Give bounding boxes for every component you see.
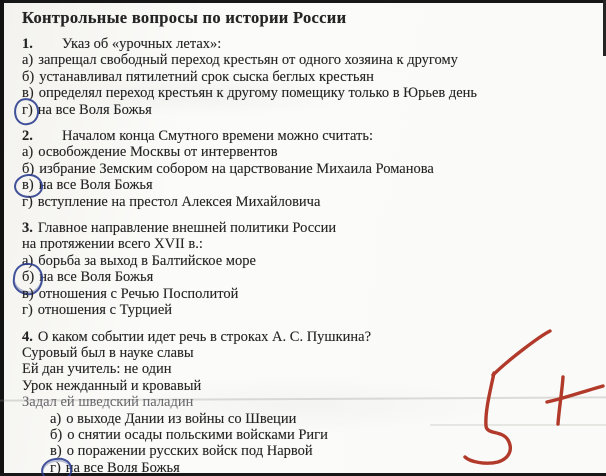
question-number: 2.	[22, 128, 33, 145]
question-3-heading	[22, 220, 598, 236]
question-number: 4.	[22, 328, 33, 345]
option-letter	[50, 460, 61, 476]
grade-mark-5plus	[450, 314, 606, 476]
option-letter: в)	[22, 285, 34, 302]
option-text: о выходе Дании из войны со Швеции	[66, 410, 297, 427]
option-3v	[22, 286, 598, 302]
option-1a	[22, 52, 598, 68]
option-text: на все Воля Божья	[37, 101, 152, 118]
option-3b-selected	[22, 269, 598, 285]
option-letter: г)	[22, 302, 33, 319]
option-letter	[22, 102, 33, 118]
question-number: 3.	[22, 220, 33, 237]
option-letter: в)	[22, 85, 34, 102]
option-letter: б)	[22, 68, 35, 85]
option-text: определял переход крестьян к другому помещику только в Юрьев день	[38, 85, 478, 102]
option-text: на все Воля Божья	[65, 459, 180, 476]
option-letter-text: г)	[50, 459, 61, 476]
option-letter: б)	[50, 426, 63, 443]
question-1-heading	[22, 36, 598, 52]
option-text: вступление на престол Алексея Михайловича	[37, 193, 321, 210]
option-text: запрещал свободный переход крестьян от одного хозяина к другому	[38, 52, 458, 69]
question-3	[22, 220, 598, 318]
option-text: устанавливал пятилетний срок сыска беглых крестьян	[39, 68, 374, 85]
option-text: о поражении русских войск под Нарвой	[66, 443, 313, 460]
question-text: Указ об «урочных летах»:	[62, 36, 222, 52]
option-text: отношения с Турцией	[37, 302, 173, 319]
option-text: о снятии осады польскими войсками Риги	[67, 426, 328, 443]
option-text: отношения с Речью Посполитой	[38, 285, 239, 302]
option-text: на все Воля Божья	[39, 269, 154, 286]
option-text: избрание Земским собором на царствование Михаила Романова	[39, 160, 434, 177]
option-letter: г)	[22, 193, 33, 210]
question-1	[22, 36, 598, 118]
question-text: О каком событии идет речь в строках А. С. Пушкина?	[37, 328, 372, 345]
option-2v-selected	[22, 177, 598, 193]
scan-edge-top	[0, 0, 606, 3]
question-text: Главное направление внешней политики России	[37, 220, 337, 237]
option-letter-text: б)	[22, 269, 35, 286]
poem-line-2: Ей дан учитель: не один	[22, 361, 172, 378]
question-3-heading-line2: на протяжении всего XVII в.:	[22, 236, 203, 253]
poem-line-1: Суровый был в науке славы	[22, 344, 194, 361]
option-letter: а)	[50, 410, 62, 427]
option-letter: а)	[22, 52, 34, 69]
poem-line-3: Урок нежданный и кровавый	[22, 377, 202, 394]
option-letter	[22, 177, 34, 193]
question-text: Началом конца Смутного времени можно считать:	[62, 128, 373, 145]
option-letter: а)	[22, 252, 34, 269]
option-2g	[22, 194, 598, 210]
option-letter-text: в)	[22, 177, 34, 194]
question-2	[22, 128, 598, 210]
question-2-heading	[22, 128, 598, 144]
question-number: 1.	[22, 36, 33, 52]
option-1b	[22, 69, 598, 85]
scan-edge-left	[0, 0, 4, 476]
option-2a	[22, 144, 598, 160]
grade-plus-horizontal-stroke	[547, 386, 603, 402]
option-text: освобождение Москвы от интервентов	[38, 144, 278, 161]
option-letter-text: г)	[22, 101, 33, 118]
option-3a	[22, 253, 598, 269]
option-1v	[22, 85, 598, 101]
option-letter: в)	[50, 443, 62, 460]
option-1g-selected	[22, 102, 598, 118]
option-letter: б)	[22, 160, 35, 177]
option-letter	[22, 269, 34, 285]
poem-line-4: Задал ей шведский паладин	[22, 394, 194, 411]
grade-5-top-stroke	[493, 331, 550, 375]
option-letter: а)	[22, 144, 34, 161]
option-text: борьба за выход в Балтийское море	[38, 252, 256, 269]
option-text: на все Воля Божья	[38, 177, 153, 194]
grade-5-body-stroke	[465, 373, 510, 463]
page-title: Контрольные вопросы по истории России	[22, 8, 347, 27]
option-2b	[22, 161, 598, 177]
